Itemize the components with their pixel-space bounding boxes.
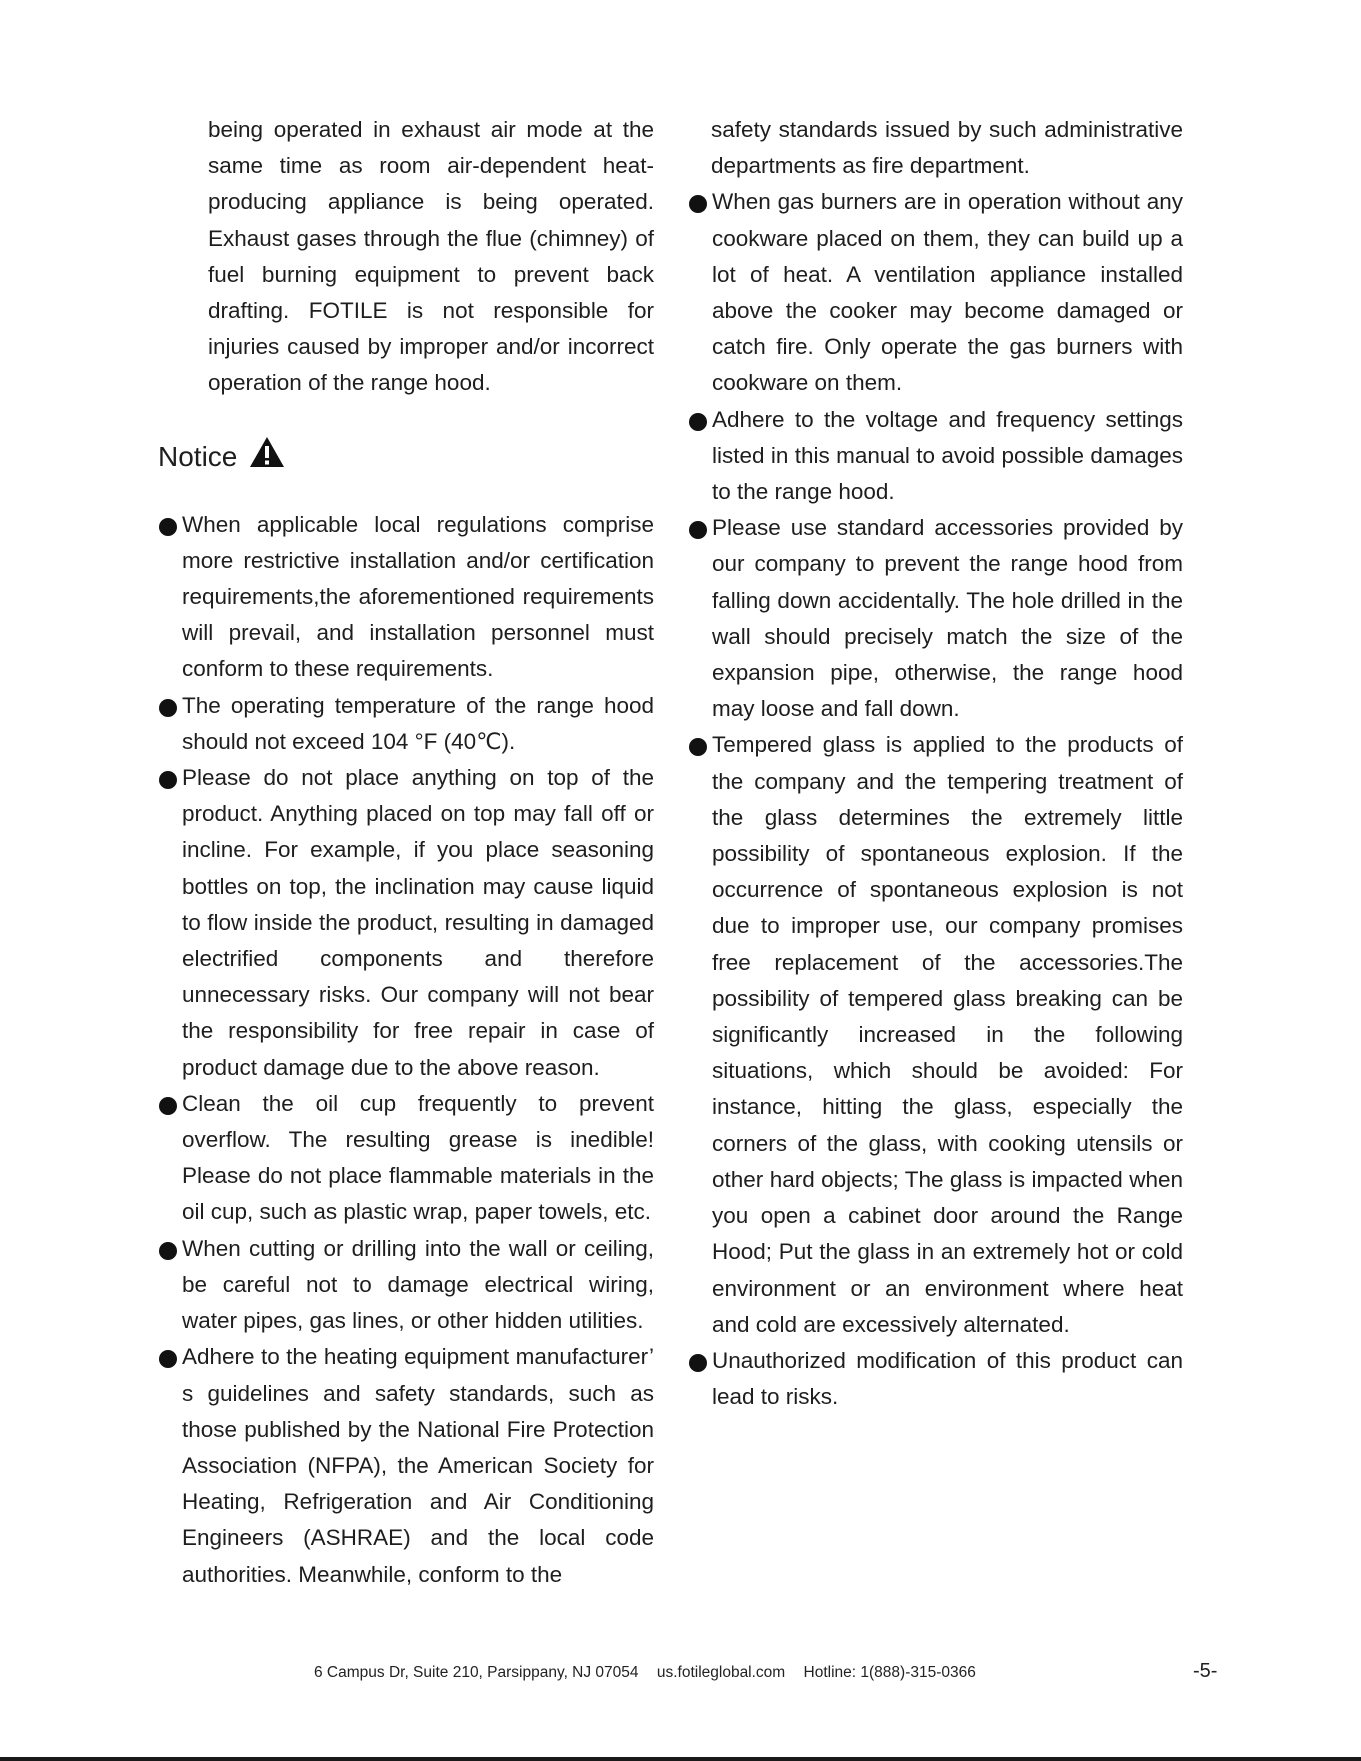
left-bullet-item bbox=[158, 1086, 654, 1231]
footer-website: us.fotileglobal.com bbox=[656, 1664, 786, 1681]
right-bullet-item bbox=[688, 184, 1183, 401]
right-bullet-item bbox=[688, 727, 1183, 1342]
bullet-dot-icon bbox=[159, 771, 177, 789]
left-bullet-item bbox=[158, 1231, 654, 1340]
right-bullet-item bbox=[688, 1343, 1183, 1415]
bullet-text: When gas burners are in operation without any cookware placed on them, they can build up a lot of heat. A ventilation appliance installed above the cooker may become damaged or catch fire. Only operate the gas burners with cookware on them. bbox=[712, 189, 1183, 396]
bullet-dot-icon bbox=[159, 1242, 177, 1260]
left-column bbox=[158, 112, 654, 1593]
bullet-dot-icon bbox=[159, 518, 177, 536]
bullet-text: Please use standard accessories provided by our company to prevent the range hood from falling down accidentally. The hole drilled in the wall should precisely match the size of the expansion pipe, otherwise, the range hood may loose and fall down. bbox=[712, 515, 1183, 722]
bullet-dot-icon bbox=[689, 1354, 707, 1372]
page-number: -5- bbox=[1193, 1660, 1218, 1682]
left-bullet-item bbox=[158, 1339, 654, 1592]
bullet-dot-icon bbox=[689, 738, 707, 756]
bullet-text: Unauthorized modification of this product can lead to risks. bbox=[712, 1347, 1183, 1410]
left-continuation-text: being operated in exhaust air mode at the same time as room air-dependent heat-producing appliance is being operated. Exhaust gases through the flue (chimney) of fuel burning equipment to prevent back drafting. FOTILE is not responsible for injuries caused by improper and/or incorrect operation of the range hood. bbox=[208, 117, 654, 396]
bullet-dot-icon bbox=[689, 195, 707, 213]
bullet-dot-icon bbox=[159, 1097, 177, 1115]
right-continuation-text: safety standards issued by such administrative departments as fire department. bbox=[711, 117, 1183, 179]
bullet-text: Please do not place anything on top of the product. Anything placed on top may fall off or incline. For example, if you place seasoning bottles on top, the inclination may cause liquid to flow inside the product, resulting in damaged electrified components and therefore unnecessary risks. Our company will not bear the responsibility for free repair in case of product damage due to the above reason. bbox=[182, 765, 654, 1080]
left-bullet-item bbox=[158, 688, 654, 760]
left-bullet-item bbox=[158, 507, 654, 688]
left-bullet-item bbox=[158, 760, 654, 1086]
bullet-text: Adhere to the heating equipment manufacturer’ s guidelines and safety standards, such as those published by the National Fire Protection Association (NFPA), the American Society for Heating, Refrigeration and Air Conditioning Engineers (ASHRAE) and the local code authorities. Meanwhile, conform to the bbox=[182, 1344, 654, 1587]
bullet-text: Clean the oil cup frequently to prevent overflow. The resulting grease is inedible! Please do not place flammable materials in the oil cup, such as plastic wrap, paper towels, etc. bbox=[182, 1090, 654, 1225]
bullet-dot-icon bbox=[159, 1350, 177, 1368]
bullet-text: When applicable local regulations comprise more restrictive installation and/or certification requirements,the aforementioned requirements will prevail, and installation personnel must conform to these requirements. bbox=[182, 511, 654, 682]
bullet-text: The operating temperature of the range hood should not exceed 104 °F (40℃). bbox=[182, 692, 654, 754]
right-bullet-item bbox=[688, 510, 1183, 727]
bullet-text: Adhere to the voltage and frequency settings listed in this manual to avoid possible damages to the range hood. bbox=[712, 406, 1183, 505]
bullet-dot-icon bbox=[689, 521, 707, 539]
notice-heading-row bbox=[158, 436, 654, 479]
bullet-dot-icon bbox=[159, 699, 177, 717]
footer-hotline: Hotline: 1(888)-315-0366 bbox=[803, 1664, 976, 1681]
bullet-text: When cutting or drilling into the wall or ceiling, be careful not to damage electrical wiring, water pipes, gas lines, or other hidden utilities. bbox=[182, 1235, 654, 1334]
bullet-text: Tempered glass is applied to the products of the company and the tempering treatment of the glass determines the extremely little possibility of spontaneous explosion. If the occurrence of spontaneous explosion is not due to improper use, our company promises free replacement of the accessories.The possibility of tempered glass breaking can be significantly increased in the following situations, which should be avoided: For instance, hitting the glass, especially the corners of the glass, with cooking utensils or other hard objects; The glass is impacted when you open a cabinet door around the Range Hood; Put the glass in an extremely hot or cold environment or an environment where heat and cold are excessively alternated. bbox=[712, 732, 1183, 1337]
right-column bbox=[688, 112, 1183, 1415]
warning-triangle-icon bbox=[249, 436, 285, 479]
notice-heading: Notice bbox=[158, 441, 238, 473]
right-bullet-item bbox=[688, 402, 1183, 511]
bottom-border bbox=[0, 1757, 1361, 1761]
bullet-dot-icon bbox=[689, 413, 707, 431]
page-footer bbox=[314, 1664, 990, 1682]
footer-address: 6 Campus Dr, Suite 210, Parsippany, NJ 07054 bbox=[314, 1664, 639, 1681]
